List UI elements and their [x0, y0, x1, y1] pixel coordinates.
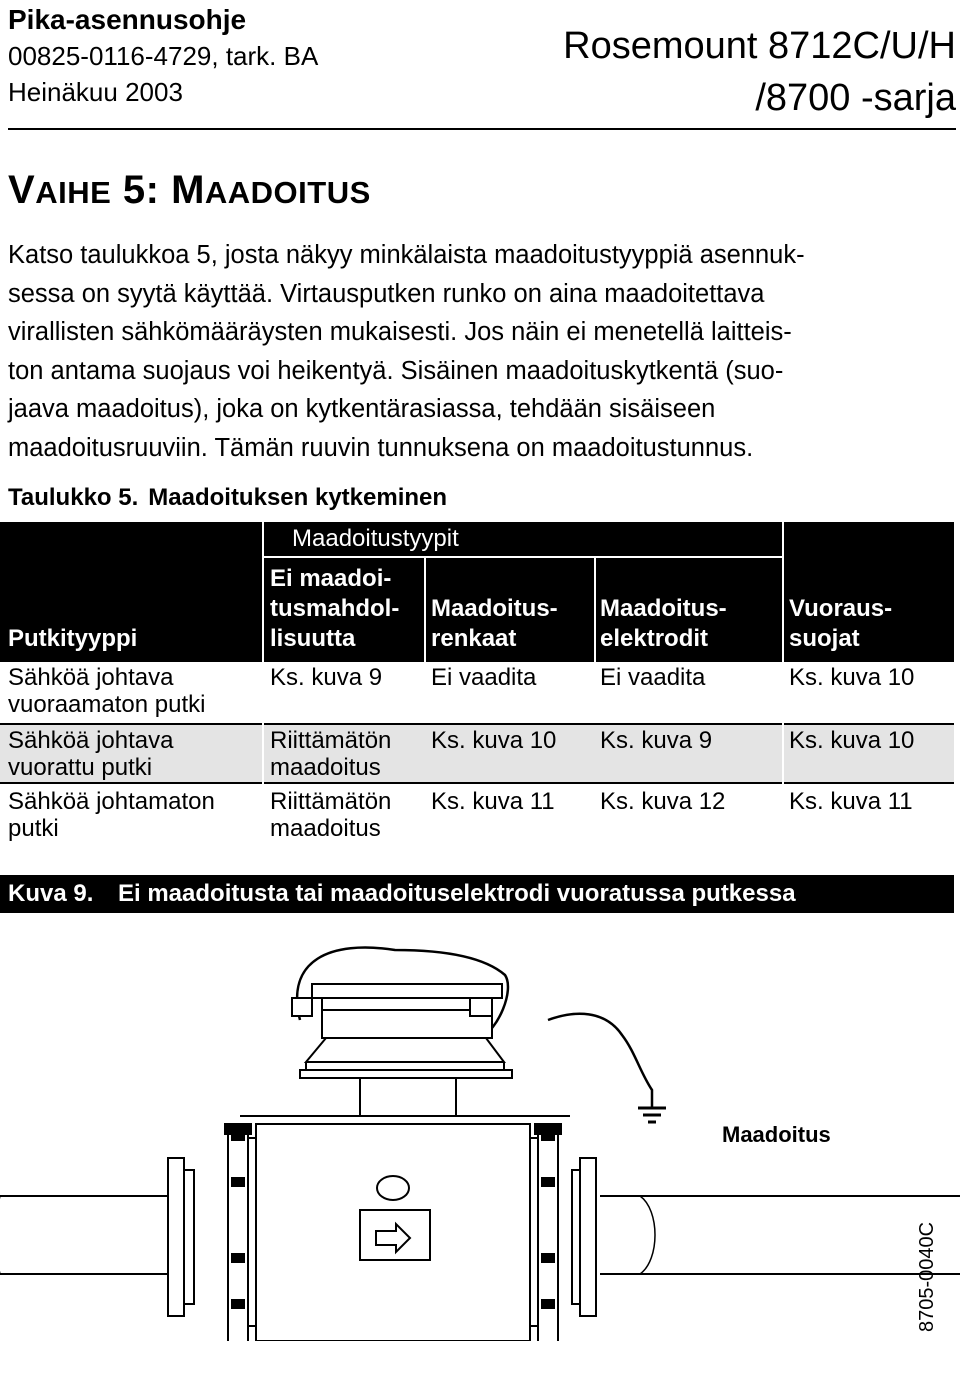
table-caption	[8, 482, 447, 514]
cell-electrodes: Ei vaadita	[600, 664, 706, 691]
cell-rings: Ks. kuva 11	[431, 788, 555, 815]
junction-box	[240, 984, 570, 1116]
ground-symbol-icon	[638, 1108, 666, 1122]
cell-electrodes: Ks. kuva 12	[600, 788, 726, 815]
right-pipe	[600, 1196, 960, 1274]
cell-no-ground: Riittämätön maadoitus	[270, 727, 392, 781]
row-divider	[262, 723, 264, 784]
header-grounding-electrodes: Maadoitus- elektrodit	[600, 595, 727, 652]
document-date: Heinäkuu 2003	[8, 77, 183, 107]
body-line: ton antama suojaus voi heikentyä. Sisäinen maadoituskytkentä (suo-	[8, 356, 784, 385]
cell-no-ground: Ks. kuva 9	[270, 664, 383, 691]
step-title-initial-2: M	[171, 168, 205, 212]
step-title-number: 5:	[111, 168, 172, 212]
header-divider-v	[424, 558, 426, 662]
body-line: maadoitusruuviin. Tämän ruuvin tunnuksena on maadoitustunnus.	[8, 433, 754, 462]
grounding-table	[0, 522, 954, 845]
header-lining-protectors: Vuoraus- suojat	[789, 595, 893, 652]
figure-caption-number: Kuva 9.	[8, 880, 94, 907]
document-title: Pika-asennusohje	[8, 4, 247, 35]
figure-caption-title: Ei maadoitusta tai maadoituselektrodi vuoratussa putkessa	[118, 880, 796, 907]
product-line-1: Rosemount 8712C/U/H	[563, 25, 956, 67]
ground-label: Maadoitus	[722, 1122, 831, 1147]
left-pipe	[0, 1196, 168, 1274]
header-grounding-rings: Maadoitus- renkaat	[431, 595, 558, 652]
product-line-2: /8700 -sarja	[755, 77, 956, 119]
group-header: Maadoitustyypit	[292, 525, 459, 552]
figure-id: 8705-0040C	[916, 1221, 938, 1333]
table-row	[0, 784, 954, 845]
row-border	[0, 723, 954, 725]
header-divider-v	[594, 558, 596, 662]
table-caption-title: Maadoituksen kytkeminen	[148, 484, 448, 511]
table-header	[0, 522, 954, 662]
document-header	[8, 2, 318, 110]
body-line: sessa on syytä käyttää. Virtausputken runko on aina maadoitettava	[8, 279, 765, 308]
body-line: Katso taulukkoa 5, josta näkyy minkälaista maadoitustyyppiä asennuk-	[8, 241, 805, 269]
document-number: 00825-0116-4729, tark. BA	[8, 41, 319, 71]
header-divider	[8, 128, 956, 130]
meter-body	[256, 1124, 530, 1341]
step-title	[8, 166, 371, 217]
cell-protectors: Ks. kuva 10	[789, 727, 915, 754]
cell-pipe-type: Sähköä johtamaton putki	[8, 788, 215, 842]
table-row	[0, 662, 954, 723]
right-flange	[530, 1124, 596, 1341]
table-caption-number: Taulukko 5.	[8, 484, 139, 511]
cell-protectors: Ks. kuva 11	[789, 788, 913, 815]
cell-pipe-type: Sähköä johtava vuoraamaton putki	[8, 664, 206, 718]
left-flange	[168, 1124, 256, 1341]
step-title-initial: V	[8, 168, 36, 212]
table-row	[0, 723, 954, 784]
ground-wire-2	[548, 1014, 652, 1108]
cell-no-ground: Riittämätön maadoitus	[270, 788, 392, 842]
cell-protectors: Ks. kuva 10	[789, 664, 915, 691]
header-pipe-type: Putkityyppi	[8, 625, 138, 652]
step-title-smallcaps-2: AADOITUS	[204, 175, 371, 210]
row-divider	[782, 723, 784, 784]
header-no-ground: Ei maadoi- tusmahdol- lisuutta	[270, 565, 400, 652]
cell-rings: Ks. kuva 10	[431, 727, 557, 754]
body-paragraph	[8, 236, 952, 467]
figure-caption	[0, 875, 954, 913]
body-line: jaava maadoitus), joka on kytkentärasiassa, tehdään sisäiseen	[8, 395, 716, 423]
cell-electrodes: Ks. kuva 9	[600, 727, 713, 754]
body-line: virallisten sähkömääräysten mukaisesti. Jos näin ei menetellä laitteis-	[8, 318, 792, 346]
cell-pipe-type: Sähköä johtava vuorattu putki	[8, 727, 174, 781]
header-divider-v	[262, 522, 264, 662]
step-title-smallcaps: AIHE	[35, 175, 112, 210]
header-divider-v	[782, 522, 784, 662]
header-divider-h	[262, 556, 782, 558]
product-name	[563, 20, 956, 124]
cell-rings: Ei vaadita	[431, 664, 537, 691]
